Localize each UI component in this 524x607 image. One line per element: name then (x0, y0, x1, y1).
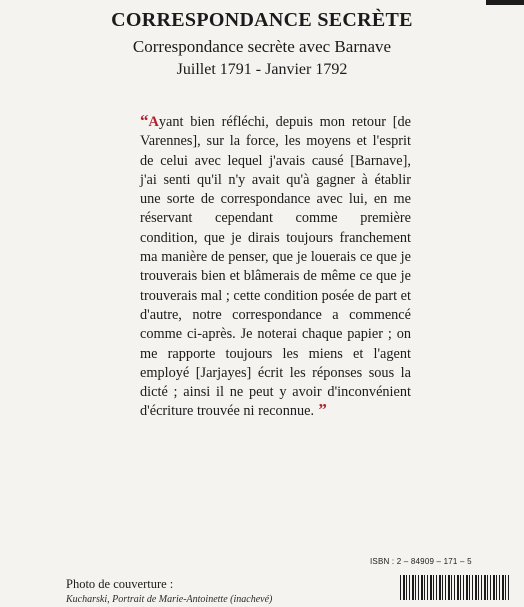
photo-credit-label: Photo de couverture : (66, 577, 174, 591)
initial-letter: A (148, 114, 159, 130)
book-subtitle: Correspondance secrète avec Barnave (132, 37, 392, 56)
isbn: ISBN : 2 – 84909 – 171 – 5 (370, 557, 472, 566)
barcode (400, 575, 510, 600)
photo-credit (66, 577, 272, 607)
closing-quote-mark: ” (314, 400, 327, 420)
corner-mark (486, 0, 524, 5)
photo-credit-detail: Kucharski, Portrait de Marie-Antoinette (inachevé) (66, 594, 273, 605)
quote-text (140, 113, 411, 422)
quote-body: yant bien réfléchi, depuis mon retour [de Varennes], sur la force, les moyens et l'esprit de celui avec lequel j'avais causé [Barnave], j'ai senti qu'il n'y avait qu'à gagner à établir une sorte de correspondance avec lui, en me réservant cependant comme première condition, que je dirais toujours franchement ma manière de penser, que je louerais ce que je trouverais bien et blâmerais de même ce que je trouverais mal ; cette condition posée de part et d'autre, notre correspondance a commencé comme ci-après. Je noterai chaque papier ; on me rapporte toujours les miens et l'agent employé [Jarjayes] écrit les réponses sous la dicté ; ainsi il ne peut y avoir d'inconvénient d'écriture trouvée ni reconnue. (140, 114, 411, 420)
book-dates: Juillet 1791 - Janvier 1792 (176, 61, 348, 78)
book-title: CORRESPONDANCE SECRÈTE (111, 9, 413, 31)
opening-quote-mark: “ (140, 111, 149, 130)
header (0, 8, 524, 80)
